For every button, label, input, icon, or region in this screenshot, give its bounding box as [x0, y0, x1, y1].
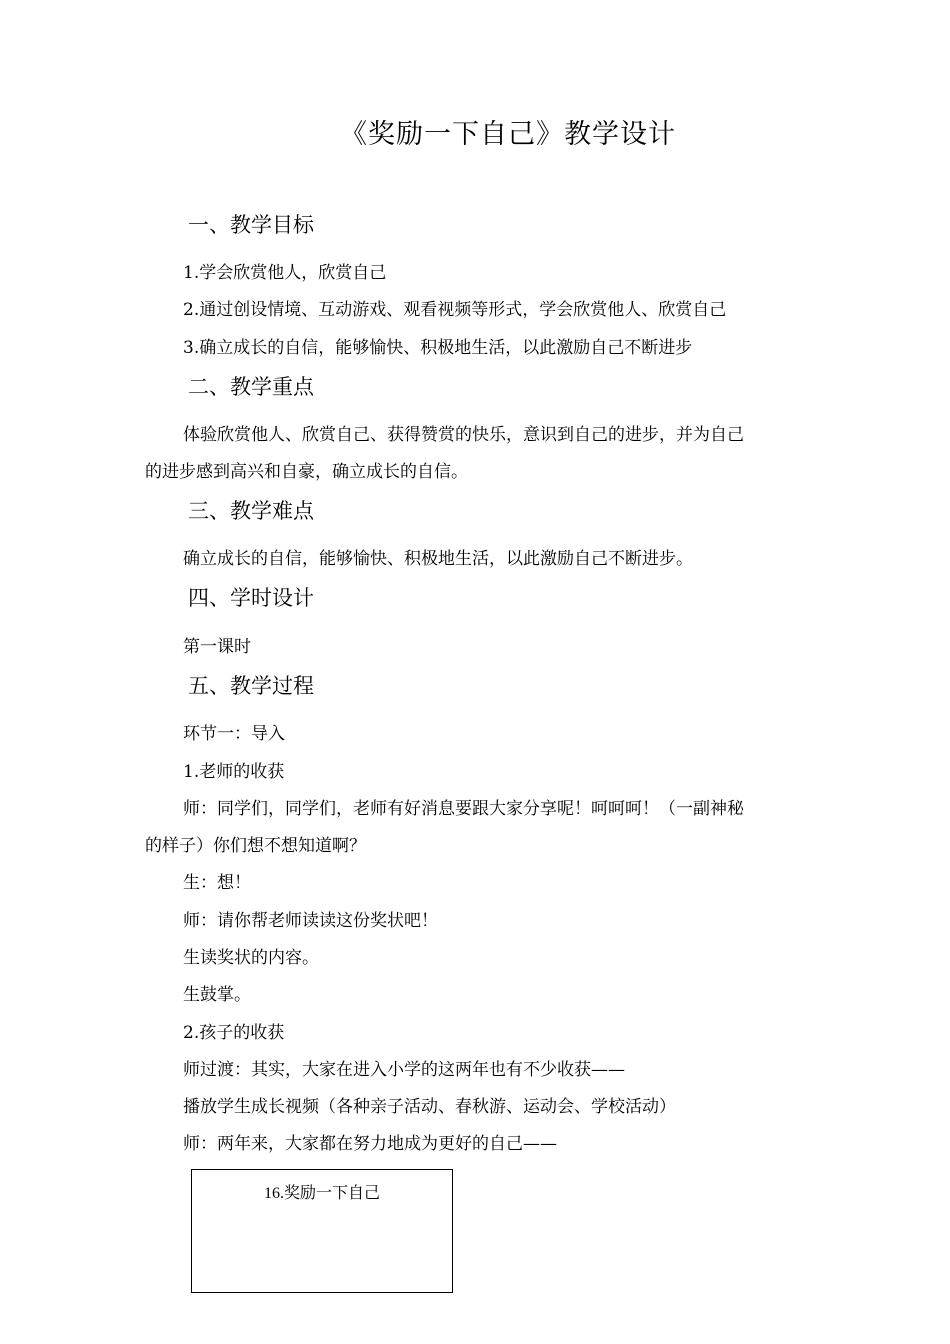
- process-line-2: 1.老师的收获: [183, 762, 285, 782]
- goal-item-1: 1.学会欣赏他人，欣赏自己: [183, 263, 387, 283]
- heading-schedule: 四、学时设计: [188, 586, 314, 610]
- figure-box: [191, 1169, 453, 1293]
- difficulties-text: 确立成长的自信，能够愉快、积极地生活，以此激励自己不断进步。: [183, 549, 693, 569]
- process-line-6: 师：请你帮老师读读这份奖状吧！: [183, 911, 438, 931]
- heading-key-points: 二、教学重点: [188, 375, 314, 399]
- heading-process: 五、教学过程: [188, 674, 314, 698]
- heading-difficulties: 三、教学难点: [188, 499, 314, 523]
- process-line-4: 的样子）你们想不想知道啊？: [145, 836, 366, 856]
- process-line-11: 播放学生成长视频（各种亲子活动、春秋游、运动会、学校活动）: [183, 1097, 676, 1117]
- figure-box-label: 16.奖励一下自己: [263, 1185, 380, 1202]
- heading-teaching-goals: 一、教学目标: [188, 213, 314, 237]
- process-line-1: 环节一：导入: [183, 724, 285, 744]
- process-line-7: 生读奖状的内容。: [183, 948, 319, 968]
- schedule-text: 第一课时: [183, 637, 251, 657]
- process-line-9: 2.孩子的收获: [183, 1023, 285, 1043]
- key-points-text-line-1: 体验欣赏他人、欣赏自己、获得赞赏的快乐，意识到自己的进步，并为自己: [183, 425, 744, 445]
- process-line-12: 师：两年来，大家都在努力地成为更好的自己——: [183, 1134, 557, 1154]
- goal-item-3: 3.确立成长的自信，能够愉快、积极地生活，以此激励自己不断进步: [183, 338, 693, 358]
- process-line-10: 师过渡：其实，大家在进入小学的这两年也有不少收获——: [183, 1060, 625, 1080]
- process-line-3: 师：同学们，同学们，老师有好消息要跟大家分享呢！呵呵呵！（一副神秘: [183, 799, 744, 819]
- process-line-8: 生鼓掌。: [183, 985, 251, 1005]
- process-line-5: 生：想！: [183, 873, 251, 893]
- key-points-text-line-2: 的进步感到高兴和自豪，确立成长的自信。: [145, 462, 468, 482]
- goal-item-2: 2.通过创设情境、互动游戏、观看视频等形式，学会欣赏他人、欣赏自己: [183, 300, 727, 320]
- document-title: 《奖励一下自己》教学设计: [340, 119, 676, 150]
